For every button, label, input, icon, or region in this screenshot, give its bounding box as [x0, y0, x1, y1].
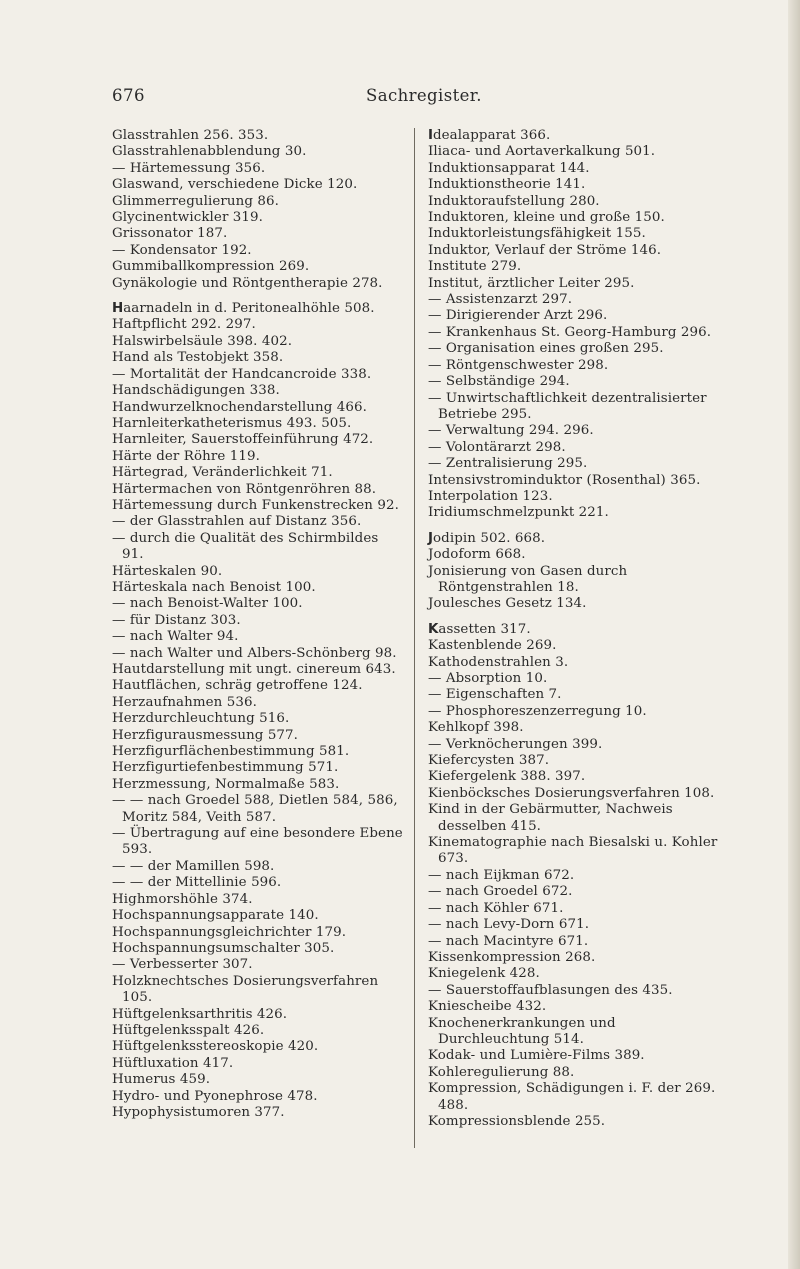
- index-entry: [112, 728, 404, 744]
- index-entry-text: Hüftgelenksarthritis 426.: [112, 1006, 288, 1022]
- index-entry: [112, 711, 404, 727]
- index-entry: [428, 308, 724, 324]
- index-entry: [428, 966, 724, 982]
- index-entry-text: Hautdarstellung mit ungt. cinereum 643.: [112, 662, 396, 677]
- page-number: 676: [112, 86, 145, 105]
- index-entry-text: Grissonator 187.: [112, 226, 228, 242]
- index-entry: [112, 400, 404, 416]
- index-entry: [112, 276, 404, 292]
- index-entry: [428, 325, 724, 341]
- index-entry: [428, 194, 724, 210]
- index-entry-text: — Kondensator 192.: [112, 242, 252, 258]
- index-entry-text: Haftpflicht 292. 297.: [112, 317, 256, 333]
- index-entry-text: Härte der Röhre 119.: [112, 448, 260, 464]
- index-entry-text: Hautflächen, schräg getroffene 124.: [112, 678, 363, 694]
- index-entry-text: — — der Mittellinie 596.: [112, 875, 282, 891]
- index-entry-text: Holzknechtsches Dosierungsverfahren 105.: [112, 973, 379, 1006]
- index-column-right: [428, 128, 724, 1130]
- index-entry-text: Iliaca- und Aortaverkalkung 501.: [428, 144, 656, 160]
- index-entry: [428, 753, 724, 769]
- index-entry-text: Handwurzelknochendarstellung 466.: [112, 399, 367, 415]
- index-entry: [428, 802, 724, 835]
- index-entry-text: Hüftgelenksstereoskopie 420.: [112, 1039, 319, 1055]
- index-entry: [112, 334, 404, 350]
- index-entry-text: Gynäkologie und Röntgentherapie 278.: [112, 275, 383, 291]
- index-entry: [112, 482, 404, 498]
- index-entry-text: aarnadeln in d. Peritonealhöhle 508.: [123, 301, 375, 317]
- index-entry: [112, 128, 404, 144]
- index-entry-text: Kniescheibe 432.: [428, 999, 547, 1015]
- index-entry-text: — nach Macintyre 671.: [428, 933, 589, 949]
- index-entry: [112, 974, 404, 1007]
- index-entry: [112, 177, 404, 193]
- index-entry: [428, 596, 724, 612]
- index-entry-text: Induktor, Verlauf der Ströme 146.: [428, 242, 662, 258]
- index-entry: [112, 531, 404, 564]
- index-entry-text: — Unwirtschaftlichkeit dezentralisierter Betriebe 295.: [428, 390, 707, 422]
- index-entry: [112, 383, 404, 399]
- index-entry: [428, 456, 724, 472]
- index-entry: [112, 449, 404, 465]
- index-entry-text: Handschädigungen 338.: [112, 383, 280, 399]
- page-edge-shadow: [788, 0, 800, 1269]
- index-entry: [428, 655, 724, 671]
- index-entry-text: Jodoform 668.: [428, 547, 526, 563]
- index-entry-text: Induktionsapparat 144.: [428, 160, 590, 176]
- index-entry: [428, 128, 724, 144]
- index-entry-text: — Absorption 10.: [428, 671, 548, 686]
- index-entry: [428, 983, 724, 999]
- index-entry: [112, 432, 404, 448]
- index-entry: [112, 826, 404, 859]
- index-entry: [428, 391, 724, 424]
- index-entry-text: Hand als Testobjekt 358.: [112, 350, 284, 366]
- index-entry: [112, 777, 404, 793]
- index-entry: [112, 350, 404, 366]
- index-entry: [112, 580, 404, 596]
- index-entry: [428, 868, 724, 884]
- index-entry-text: — Verknöcherungen 399.: [428, 736, 603, 752]
- section-initial-letter: I: [428, 128, 433, 143]
- index-entry-text: Induktoren, kleine und große 150.: [428, 210, 665, 226]
- page-header: [0, 86, 800, 110]
- index-entry-text: — nach Groedel 672.: [428, 884, 573, 900]
- index-entry: [428, 737, 724, 753]
- index-entry-text: — Selbständige 294.: [428, 374, 570, 390]
- index-entry-text: — Zentralisierung 295.: [428, 456, 588, 472]
- index-entry: [428, 292, 724, 308]
- index-entry: [428, 917, 724, 933]
- index-entry-text: — für Distanz 303.: [112, 612, 241, 628]
- index-entry-text: — nach Levy-Dorn 671.: [428, 917, 590, 933]
- index-entry: [428, 901, 724, 917]
- index-entry: [428, 1016, 724, 1049]
- index-entry-text: — nach Walter 94.: [112, 629, 239, 645]
- index-entry: [112, 301, 404, 317]
- index-entry-text: dealapparat 366.: [432, 128, 551, 143]
- index-entry-text: Härteskalen 90.: [112, 563, 223, 579]
- index-entry-text: Intensivstrominduktor (Rosenthal) 365.: [428, 472, 701, 488]
- index-entry-text: Iridiumschmelzpunkt 221.: [428, 505, 609, 521]
- column-divider: [414, 128, 415, 1148]
- index-entry-text: Harnleiter, Sauerstoffeinführung 472.: [112, 432, 374, 448]
- index-entry-text: Joulesches Gesetz 134.: [428, 596, 587, 612]
- index-entry-text: Kiefercysten 387.: [428, 753, 550, 769]
- index-entry-text: — — nach Groedel 588, Dietlen 584, 586, Moritz 584, Veith 587.: [112, 793, 398, 825]
- index-entry: [428, 341, 724, 357]
- index-entry-text: Kastenblende 269.: [428, 638, 557, 654]
- index-entry-text: Härtermachen von Röntgenröhren 88.: [112, 481, 377, 497]
- index-entry-text: — Übertragung auf eine besondere Ebene 593.: [112, 826, 403, 858]
- index-entry: [428, 177, 724, 193]
- index-entry-text: Kinematographie nach Biesalski u. Kohler 673.: [428, 835, 718, 867]
- index-entry-text: Glycinentwickler 319.: [112, 210, 264, 226]
- index-entry: [112, 465, 404, 481]
- index-entry: [428, 769, 724, 785]
- index-entry: [428, 671, 724, 687]
- index-entry-text: Hüftgelenksspalt 426.: [112, 1022, 265, 1038]
- index-entry-text: Hochspannungsgleichrichter 179.: [112, 924, 347, 940]
- index-entry: [428, 161, 724, 177]
- index-entry: [428, 720, 724, 736]
- index-entry-text: Kathodenstrahlen 3.: [428, 654, 569, 670]
- index-entry: [112, 564, 404, 580]
- index-entry: [428, 687, 724, 703]
- index-entry-text: Institute 279.: [428, 259, 522, 275]
- index-entry-text: Humerus 459.: [112, 1072, 211, 1088]
- index-entry: [112, 1023, 404, 1039]
- index-entry-text: Hydro- und Pyonephrose 478.: [112, 1088, 318, 1104]
- index-entry-text: Herzfigurflächenbestimmung 581.: [112, 744, 350, 760]
- index-entry: [112, 1089, 404, 1105]
- section-initial-letter: H: [112, 301, 124, 317]
- index-entry-text: Hypophysistumoren 377.: [112, 1104, 285, 1120]
- index-entry: [112, 678, 404, 694]
- index-entry: [428, 564, 724, 597]
- index-entry-text: Kienböcksches Dosierungsverfahren 108.: [428, 785, 715, 801]
- index-entry-text: — — der Mamillen 598.: [112, 858, 275, 874]
- index-entry: [112, 859, 404, 875]
- index-entry-text: Härtemessung durch Funkenstrecken 92.: [112, 497, 399, 513]
- index-entry: [428, 786, 724, 802]
- index-entry: [112, 226, 404, 242]
- index-entry: [428, 704, 724, 720]
- index-entry: [428, 531, 724, 547]
- index-entry-text: Herzaufnahmen 536.: [112, 694, 257, 710]
- index-entry-text: assetten 317.: [438, 621, 531, 637]
- index-entry: [428, 210, 724, 226]
- index-entry-text: — durch die Qualität des Schirmbildes 91.: [112, 530, 379, 563]
- index-entry-text: — nach Benoist-Walter 100.: [112, 596, 303, 612]
- index-entry-text: Hochspannungsapparate 140.: [112, 908, 319, 924]
- index-entry: [428, 547, 724, 563]
- index-entry-text: — Krankenhaus St. Georg-Hamburg 296.: [428, 324, 712, 340]
- index-entry-text: Hochspannungsumschalter 305.: [112, 940, 335, 956]
- index-entry: [428, 622, 724, 638]
- index-entry-text: Jonisierung von Gasen durch Röntgenstrahlen 18.: [428, 563, 628, 595]
- running-title: Sachregister.: [366, 86, 482, 105]
- index-entry: [112, 210, 404, 226]
- index-entry-text: — Verwaltung 294. 296.: [428, 423, 594, 439]
- index-entry-text: Induktoraufstellung 280.: [428, 193, 600, 209]
- index-entry-text: Gummiballkompression 269.: [112, 259, 310, 275]
- index-entry-text: — Verbesserter 307.: [112, 957, 253, 973]
- index-entry: [428, 1048, 724, 1064]
- index-entry: [112, 416, 404, 432]
- index-entry: [428, 1081, 724, 1114]
- index-entry: [428, 473, 724, 489]
- index-entry: [112, 695, 404, 711]
- index-entry-text: odipin 502. 668.: [432, 530, 546, 546]
- index-entry-text: — nach Walter und Albers-Schönberg 98.: [112, 645, 397, 661]
- index-entry-text: Halswirbelsäule 398. 402.: [112, 333, 293, 349]
- index-entry-text: Glasstrahlenabblendung 30.: [112, 144, 307, 160]
- index-entry: [428, 423, 724, 439]
- index-entry: [112, 892, 404, 908]
- index-entry: [112, 957, 404, 973]
- index-entry-text: — Eigenschaften 7.: [428, 687, 562, 703]
- index-entry: [428, 440, 724, 456]
- index-entry: [428, 226, 724, 242]
- index-entry-text: Induktionstheorie 141.: [428, 177, 586, 193]
- index-entry-text: Knochenerkrankungen und Durchleuchtung 514.: [428, 1015, 616, 1047]
- index-entry-text: Hüftluxation 417.: [112, 1055, 234, 1071]
- index-entry-text: — Härtemessung 356.: [112, 160, 266, 176]
- index-entry: [428, 358, 724, 374]
- index-entry: [112, 1072, 404, 1088]
- index-entry-text: — Volontärarzt 298.: [428, 439, 566, 455]
- index-entry: [112, 925, 404, 941]
- index-entry: [112, 161, 404, 177]
- index-entry-text: — Dirigierender Arzt 296.: [428, 308, 608, 324]
- index-entry: [428, 1065, 724, 1081]
- index-entry-text: Kniegelenk 428.: [428, 966, 540, 982]
- index-entry: [428, 505, 724, 521]
- index-entry-text: Kohleregulierung 88.: [428, 1064, 575, 1080]
- index-entry: [112, 875, 404, 891]
- index-entry: [112, 793, 404, 826]
- index-entry-text: — Sauerstoffaufblasungen des 435.: [428, 982, 673, 998]
- index-entry: [112, 514, 404, 530]
- index-entry: [428, 374, 724, 390]
- index-entry: [112, 908, 404, 924]
- index-entry: [112, 613, 404, 629]
- index-entry: [112, 498, 404, 514]
- index-entry-text: — Mortalität der Handcancroide 338.: [112, 366, 372, 382]
- index-entry: [428, 489, 724, 505]
- index-entry: [428, 934, 724, 950]
- index-entry-text: Harnleiterkatheterismus 493. 505.: [112, 415, 352, 431]
- index-entry: [428, 259, 724, 275]
- index-entry-text: Herzmessung, Normalmaße 583.: [112, 776, 340, 792]
- index-entry: [112, 1039, 404, 1055]
- index-entry-text: Kompression, Schädigungen i. F. der 269. 488.: [428, 1081, 716, 1113]
- index-entry-text: — der Glasstrahlen auf Distanz 356.: [112, 514, 362, 530]
- index-entry-text: Highmorshöhle 374.: [112, 891, 253, 907]
- index-entry: [428, 144, 724, 160]
- index-entry: [112, 744, 404, 760]
- index-entry-text: Interpolation 123.: [428, 488, 553, 504]
- index-entry-text: — Röntgenschwester 298.: [428, 357, 609, 373]
- index-column-left: [112, 128, 404, 1121]
- section-initial-letter: K: [428, 621, 439, 637]
- index-entry-text: — Assistenzarzt 297.: [428, 292, 573, 308]
- index-entry: [112, 662, 404, 678]
- index-entry: [112, 629, 404, 645]
- index-entry: [112, 194, 404, 210]
- index-entry: [112, 596, 404, 612]
- index-entry: [112, 1056, 404, 1072]
- section-initial-letter: J: [428, 530, 433, 546]
- index-entry: [112, 760, 404, 776]
- index-entry-text: Glimmerregulierung 86.: [112, 193, 279, 209]
- index-entry: [112, 646, 404, 662]
- index-entry: [112, 144, 404, 160]
- index-entry: [428, 884, 724, 900]
- index-entry-text: Herzdurchleuchtung 516.: [112, 711, 290, 727]
- index-entry: [428, 276, 724, 292]
- index-entry-text: Institut, ärztlicher Leiter 295.: [428, 275, 635, 291]
- index-entry-text: Kehlkopf 398.: [428, 720, 524, 736]
- index-entry-text: Induktorleistungsfähigkeit 155.: [428, 226, 646, 242]
- index-entry: [112, 243, 404, 259]
- index-entry: [112, 1007, 404, 1023]
- index-entry-text: Härtegrad, Veränderlichkeit 71.: [112, 465, 333, 481]
- index-entry-text: Kompressionsblende 255.: [428, 1113, 606, 1129]
- index-entry: [112, 259, 404, 275]
- index-entry: [112, 317, 404, 333]
- index-entry: [112, 941, 404, 957]
- index-entry: [428, 999, 724, 1015]
- index-entry: [428, 638, 724, 654]
- index-entry-text: — nach Köhler 671.: [428, 900, 564, 916]
- index-entry: [112, 1105, 404, 1121]
- index-entry: [428, 950, 724, 966]
- index-entry-text: Kiefergelenk 388. 397.: [428, 769, 586, 785]
- index-entry: [428, 835, 724, 868]
- index-entry-text: — nach Eijkman 672.: [428, 867, 575, 883]
- index-entry-text: — Phosphoreszenzerregung 10.: [428, 703, 647, 719]
- index-entry-text: Glaswand, verschiedene Dicke 120.: [112, 177, 358, 193]
- index-entry: [428, 1114, 724, 1130]
- index-entry-text: Kissenkompression 268.: [428, 949, 596, 965]
- index-entry: [112, 367, 404, 383]
- index-entry-text: Härteskala nach Benoist 100.: [112, 579, 316, 595]
- index-entry: [428, 243, 724, 259]
- index-entry-text: Kodak- und Lumière-Films 389.: [428, 1048, 645, 1064]
- index-entry-text: Glasstrahlen 256. 353.: [112, 128, 269, 143]
- index-entry-text: — Organisation eines großen 295.: [428, 341, 664, 357]
- index-entry-text: Herzfigurausmessung 577.: [112, 727, 299, 743]
- index-entry-text: Herzfigurtiefenbestimmung 571.: [112, 760, 339, 776]
- index-entry-text: Kind in der Gebärmutter, Nachweis desselben 415.: [428, 802, 673, 834]
